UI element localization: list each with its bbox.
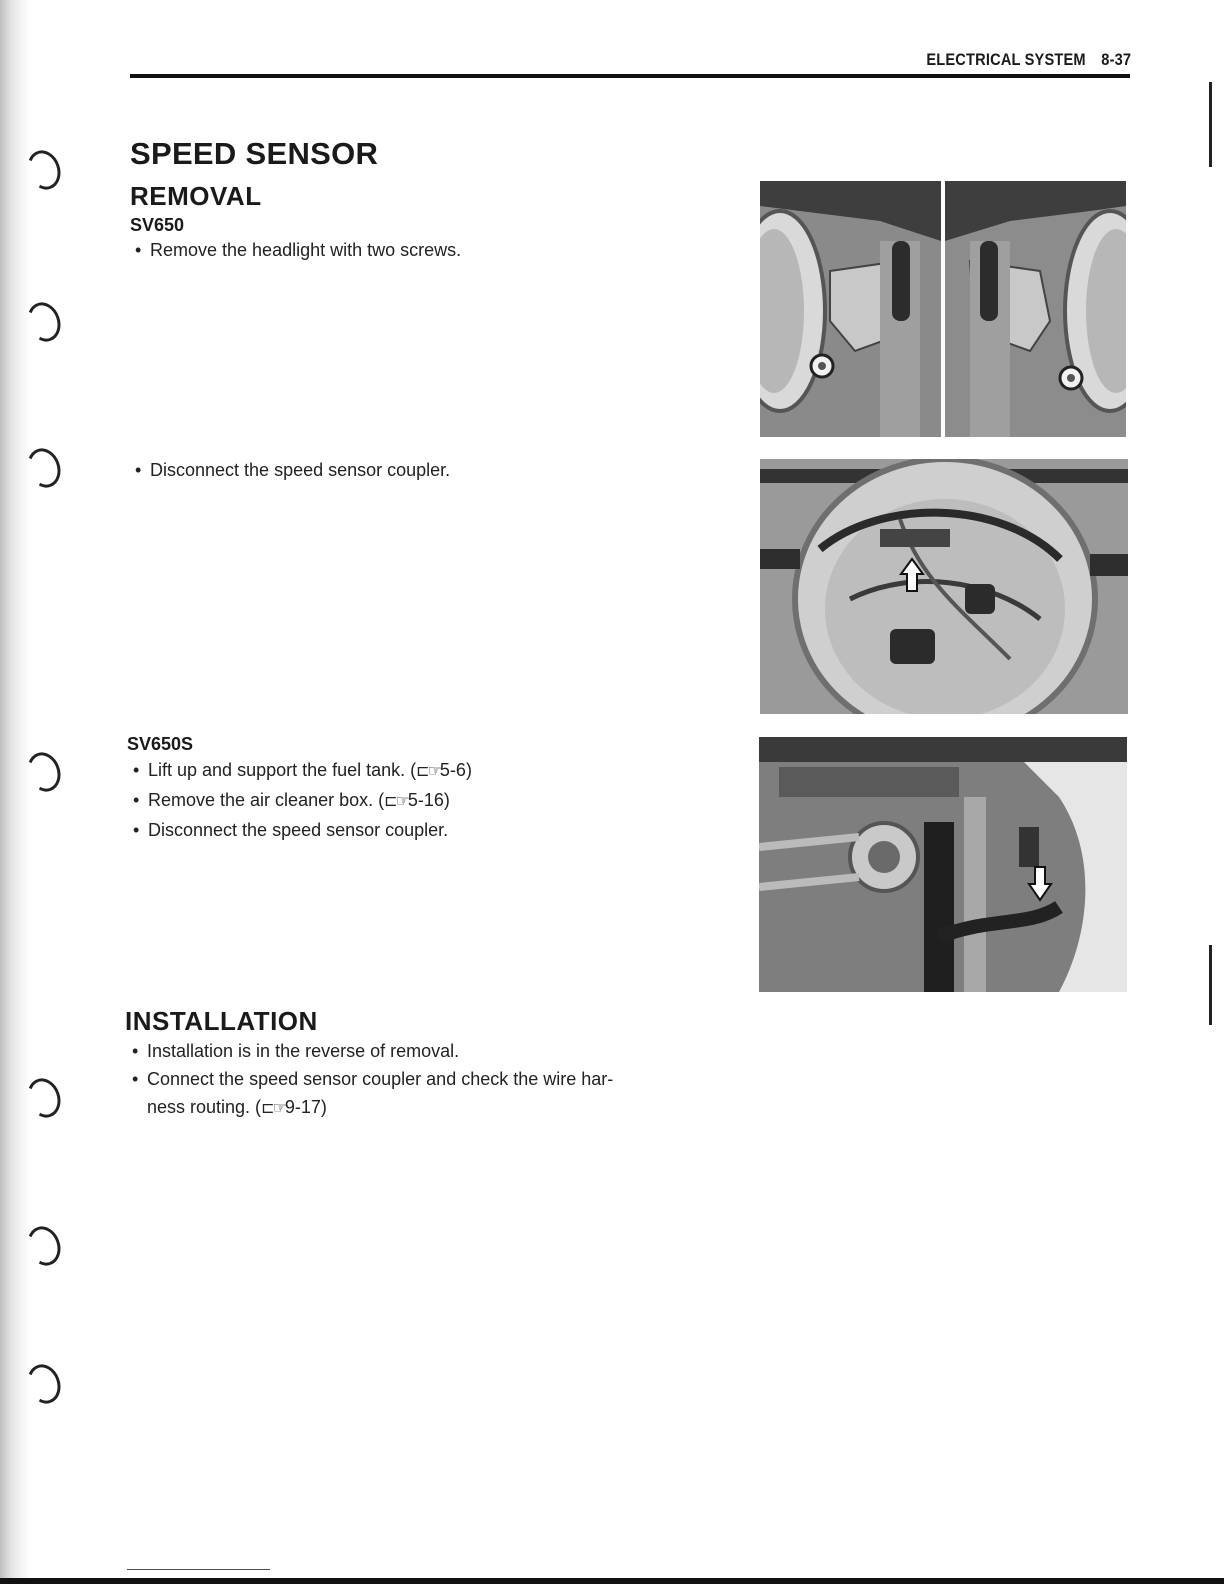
step-reverse-removal: • Installation is in the reverse of removal. [129, 1037, 729, 1065]
header-rule [130, 74, 1130, 78]
step-check-harness: • Connect the speed sensor coupler and check the wire har- ness routing. (⊏☞9-17) [129, 1065, 729, 1123]
reference-pointer-icon: ⊏☞ [384, 793, 408, 810]
step-remove-air-cleaner: • Remove the air cleaner box. (⊏☞5-16) [130, 786, 472, 816]
header-section-title: ELECTRICAL SYSTEM [926, 50, 1086, 69]
removal-heading: REMOVAL [130, 181, 262, 211]
sv650-steps-b [132, 456, 450, 484]
reference-pointer-icon: ⊏☞ [261, 1100, 285, 1117]
headlight-housing-coupler-photo [760, 459, 1128, 714]
reference-pointer-icon: ⊏☞ [416, 763, 440, 780]
installation-steps [129, 1037, 729, 1123]
model-sv650s: SV650S [127, 734, 194, 754]
headlight-screws-photo [760, 181, 1126, 437]
installation-heading: INSTALLATION [125, 1006, 318, 1036]
step-disconnect-coupler-s: • Disconnect the speed sensor coupler. [130, 816, 472, 844]
footer-rule [127, 1569, 270, 1570]
sv650s-steps [130, 756, 472, 844]
page-number: 8-37 [1101, 50, 1131, 69]
step-remove-headlight: • Remove the headlight with two screws. [132, 236, 461, 264]
step-disconnect-coupler: • Disconnect the speed sensor coupler. [132, 456, 450, 484]
page-edge-mark [1209, 945, 1212, 1025]
page-title: SPEED SENSOR [130, 136, 379, 171]
page-bottom-edge [0, 1578, 1224, 1584]
binding-shadow [0, 0, 30, 1584]
sv650-steps-a [132, 236, 461, 264]
model-sv650: SV650 [130, 215, 185, 235]
step-lift-fuel-tank: • Lift up and support the fuel tank. (⊏☞5-6) [130, 756, 472, 786]
running-header [926, 50, 1131, 70]
sv650s-coupler-photo [759, 737, 1127, 992]
page-edge-mark [1209, 82, 1212, 167]
